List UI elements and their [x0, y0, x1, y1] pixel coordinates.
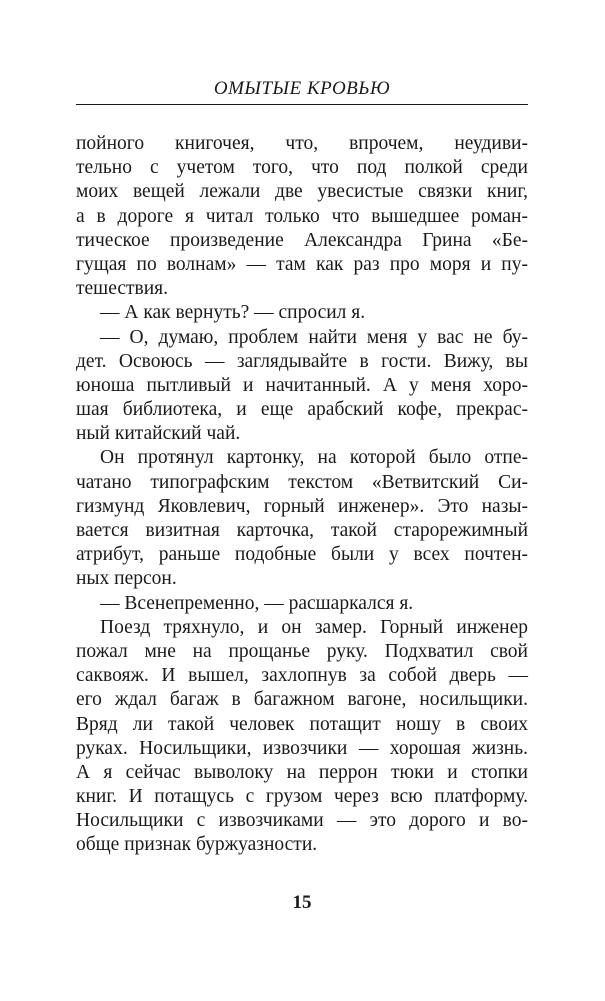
text-line: тельно с учетом того, что под полкой среди: [76, 157, 528, 179]
text-line: гущая по волнам» — там как раз про моря и пу-: [76, 253, 528, 275]
text-line: чатано типографским текстом «Ветвитский Си-: [76, 471, 528, 493]
text-line: гизмунд Яковлевич, горный инженер». Это назы-: [76, 495, 528, 517]
text-line: ный китайский чай.: [76, 423, 241, 445]
text-line: книг. И потащусь с грузом через всю платформу.: [76, 786, 528, 808]
text-line: саквояж. И вышел, захлопнув за собой дверь —: [76, 665, 528, 687]
text-line: шая библиотека, и еще арабский кофе, прекрас-: [76, 399, 528, 421]
text-line: — А как вернуть? — спросил я.: [100, 302, 366, 324]
text-line: обще признак буржуазности.: [76, 834, 318, 856]
text-line: А я сейчас выволоку на перрон тюки и стопки: [76, 761, 528, 783]
text-line: пожал мне на прощанье руку. Подхватил свой: [76, 640, 528, 662]
text-line: атрибут, раньше подобные были у всех почтен-: [76, 544, 528, 566]
body-text: [76, 132, 528, 858]
page-number: 15: [292, 892, 312, 913]
text-line: юноша пытливый и начитанный. А у меня хоро-: [76, 374, 528, 396]
running-head: ОМЫТЫЕ КРОВЬЮ: [213, 78, 391, 99]
text-line: — Всенепременно, — расшаркался я.: [100, 592, 414, 614]
text-line: моих вещей лежали две увесистые связки книг,: [76, 181, 528, 203]
text-line: тешествия.: [76, 278, 168, 300]
text-line: руках. Носильщики, извозчики — хорошая жизнь.: [76, 737, 528, 759]
text-line: а в дороге я читал только что вышедшее роман-: [76, 205, 528, 227]
text-line: тическое произведение Александра Грина «Бе-: [76, 229, 528, 251]
text-line: пойного книгочея, что, впрочем, неудиви-: [76, 133, 528, 154]
text-line: дет. Освоюсь — заглядывайте в гости. Вижу, вы: [76, 350, 528, 372]
text-line: вается визитная карточка, такой старорежимный: [76, 520, 528, 541]
text-line: — О, думаю, проблем найти меня у вас не бу-: [100, 326, 528, 348]
text-line: Поезд тряхнуло, и он замер. Горный инженер: [100, 616, 528, 638]
text-line: Он протянул картонку, на которой было отпе-: [100, 447, 528, 469]
text-line: ных персон.: [76, 568, 177, 590]
text-line: Вряд ли такой человек потащит ношу в своих: [76, 713, 528, 735]
header-rule: [76, 104, 528, 105]
text-line: Носильщики с извозчиками — это дорого и во-: [76, 810, 528, 832]
text-line: его ждал багаж в багажном вагоне, носильщики.: [76, 689, 528, 711]
